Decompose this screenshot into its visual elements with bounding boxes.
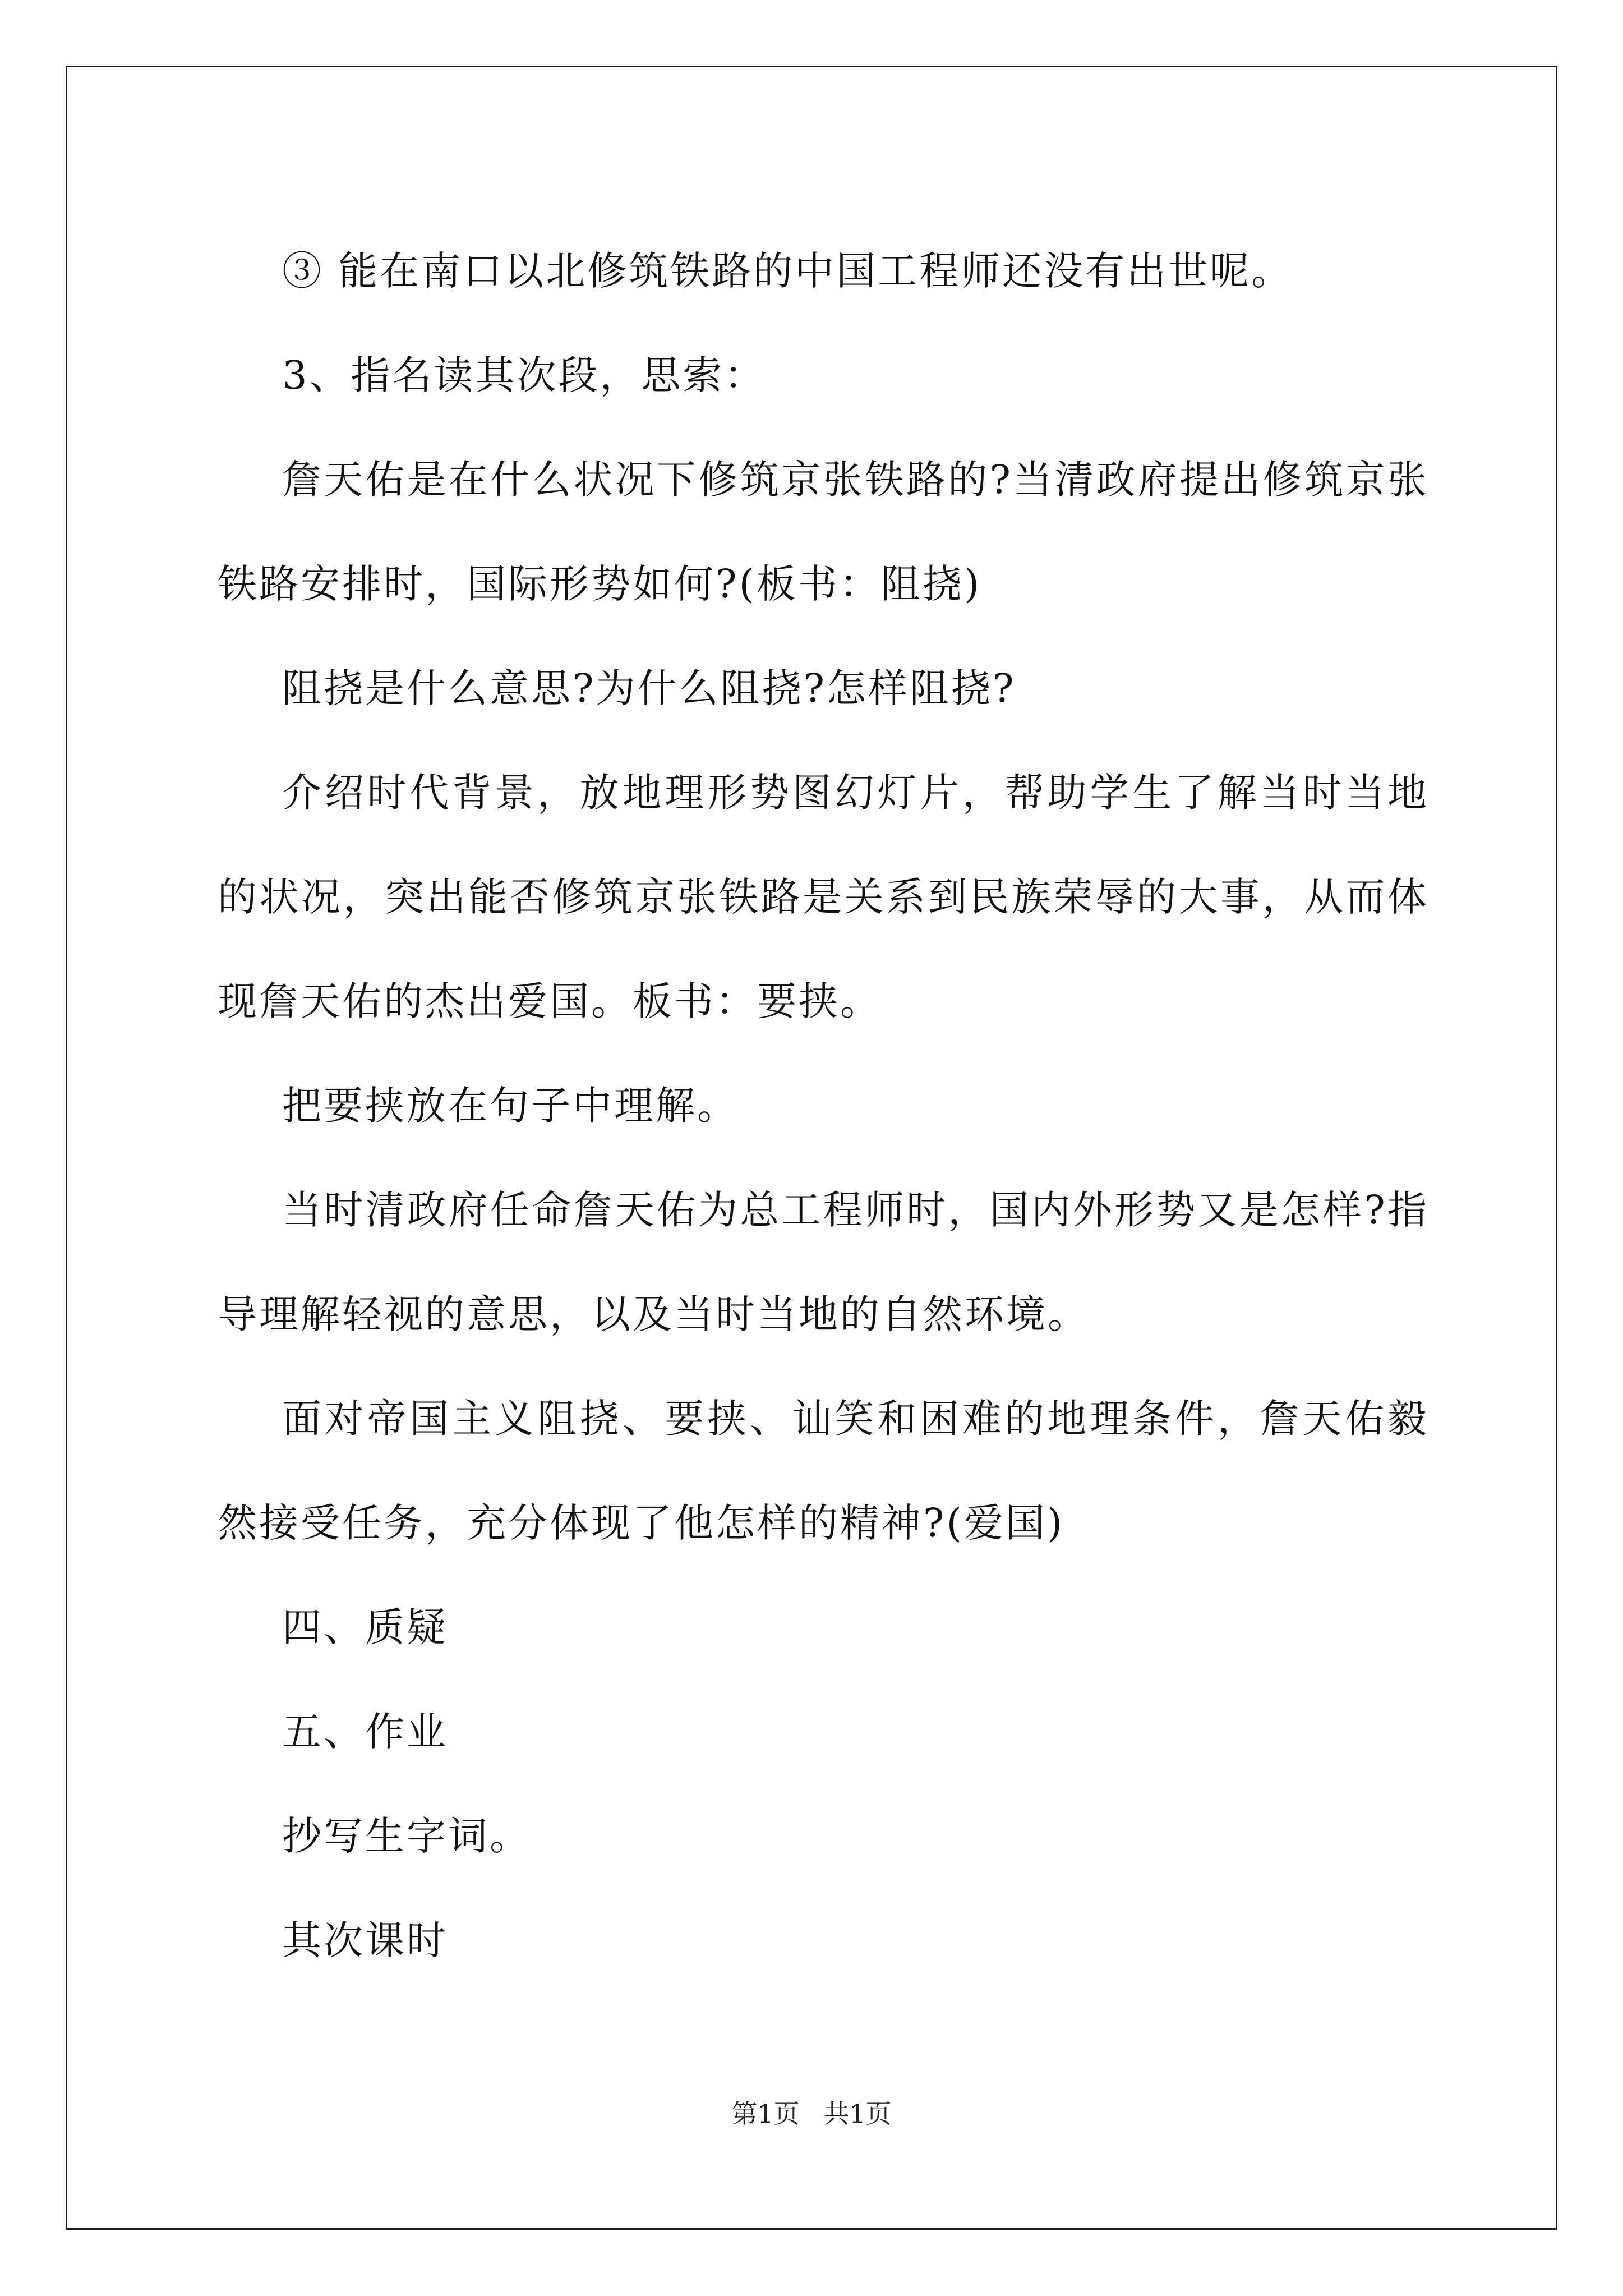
paragraph: 詹天佑是在什么状况下修筑京张铁路的?当清政府提出修筑京张铁路安排时，国际形势如何?(板书：阻挠) <box>218 457 1429 607</box>
page-total: 共1页 <box>823 2099 892 2129</box>
section-heading: 四、质疑 <box>282 1604 448 1650</box>
section-heading: 其次课时 <box>282 1917 448 1963</box>
page-number: 第1页 <box>731 2099 800 2129</box>
paragraph: ③ 能在南口以北修筑铁路的中国工程师还没有出世呢。 <box>282 248 1293 294</box>
paragraph: 3、指名读其次段，思索： <box>282 352 766 398</box>
section-heading: 五、作业 <box>282 1709 448 1755</box>
paragraph: 把要挟放在句子中理解。 <box>282 1083 739 1129</box>
paragraph: 面对帝国主义阻挠、要挟、讪笑和困难的地理条件，詹天佑毅然接受任务，充分体现了他怎样的精神?(爱国) <box>218 1396 1429 1546</box>
paragraph: 阻挠是什么意思?为什么阻挠?怎样阻挠? <box>282 665 1016 711</box>
paragraph: 当时清政府任命詹天佑为总工程师时，国内外形势又是怎样?指导理解轻视的意思，以及当时当地的自然环境。 <box>218 1187 1429 1337</box>
paragraph: 介绍时代背景，放地理形势图幻灯片，帮助学生了解当时当地的状况，突出能否修筑京张铁路是关系到民族荣辱的大事，从而体现詹天佑的杰出爱国。板书：要挟。 <box>218 770 1429 1024</box>
paragraph: 抄写生字词。 <box>282 1813 531 1859</box>
page-footer <box>0 2093 1623 2131</box>
document-body <box>218 219 1429 1993</box>
